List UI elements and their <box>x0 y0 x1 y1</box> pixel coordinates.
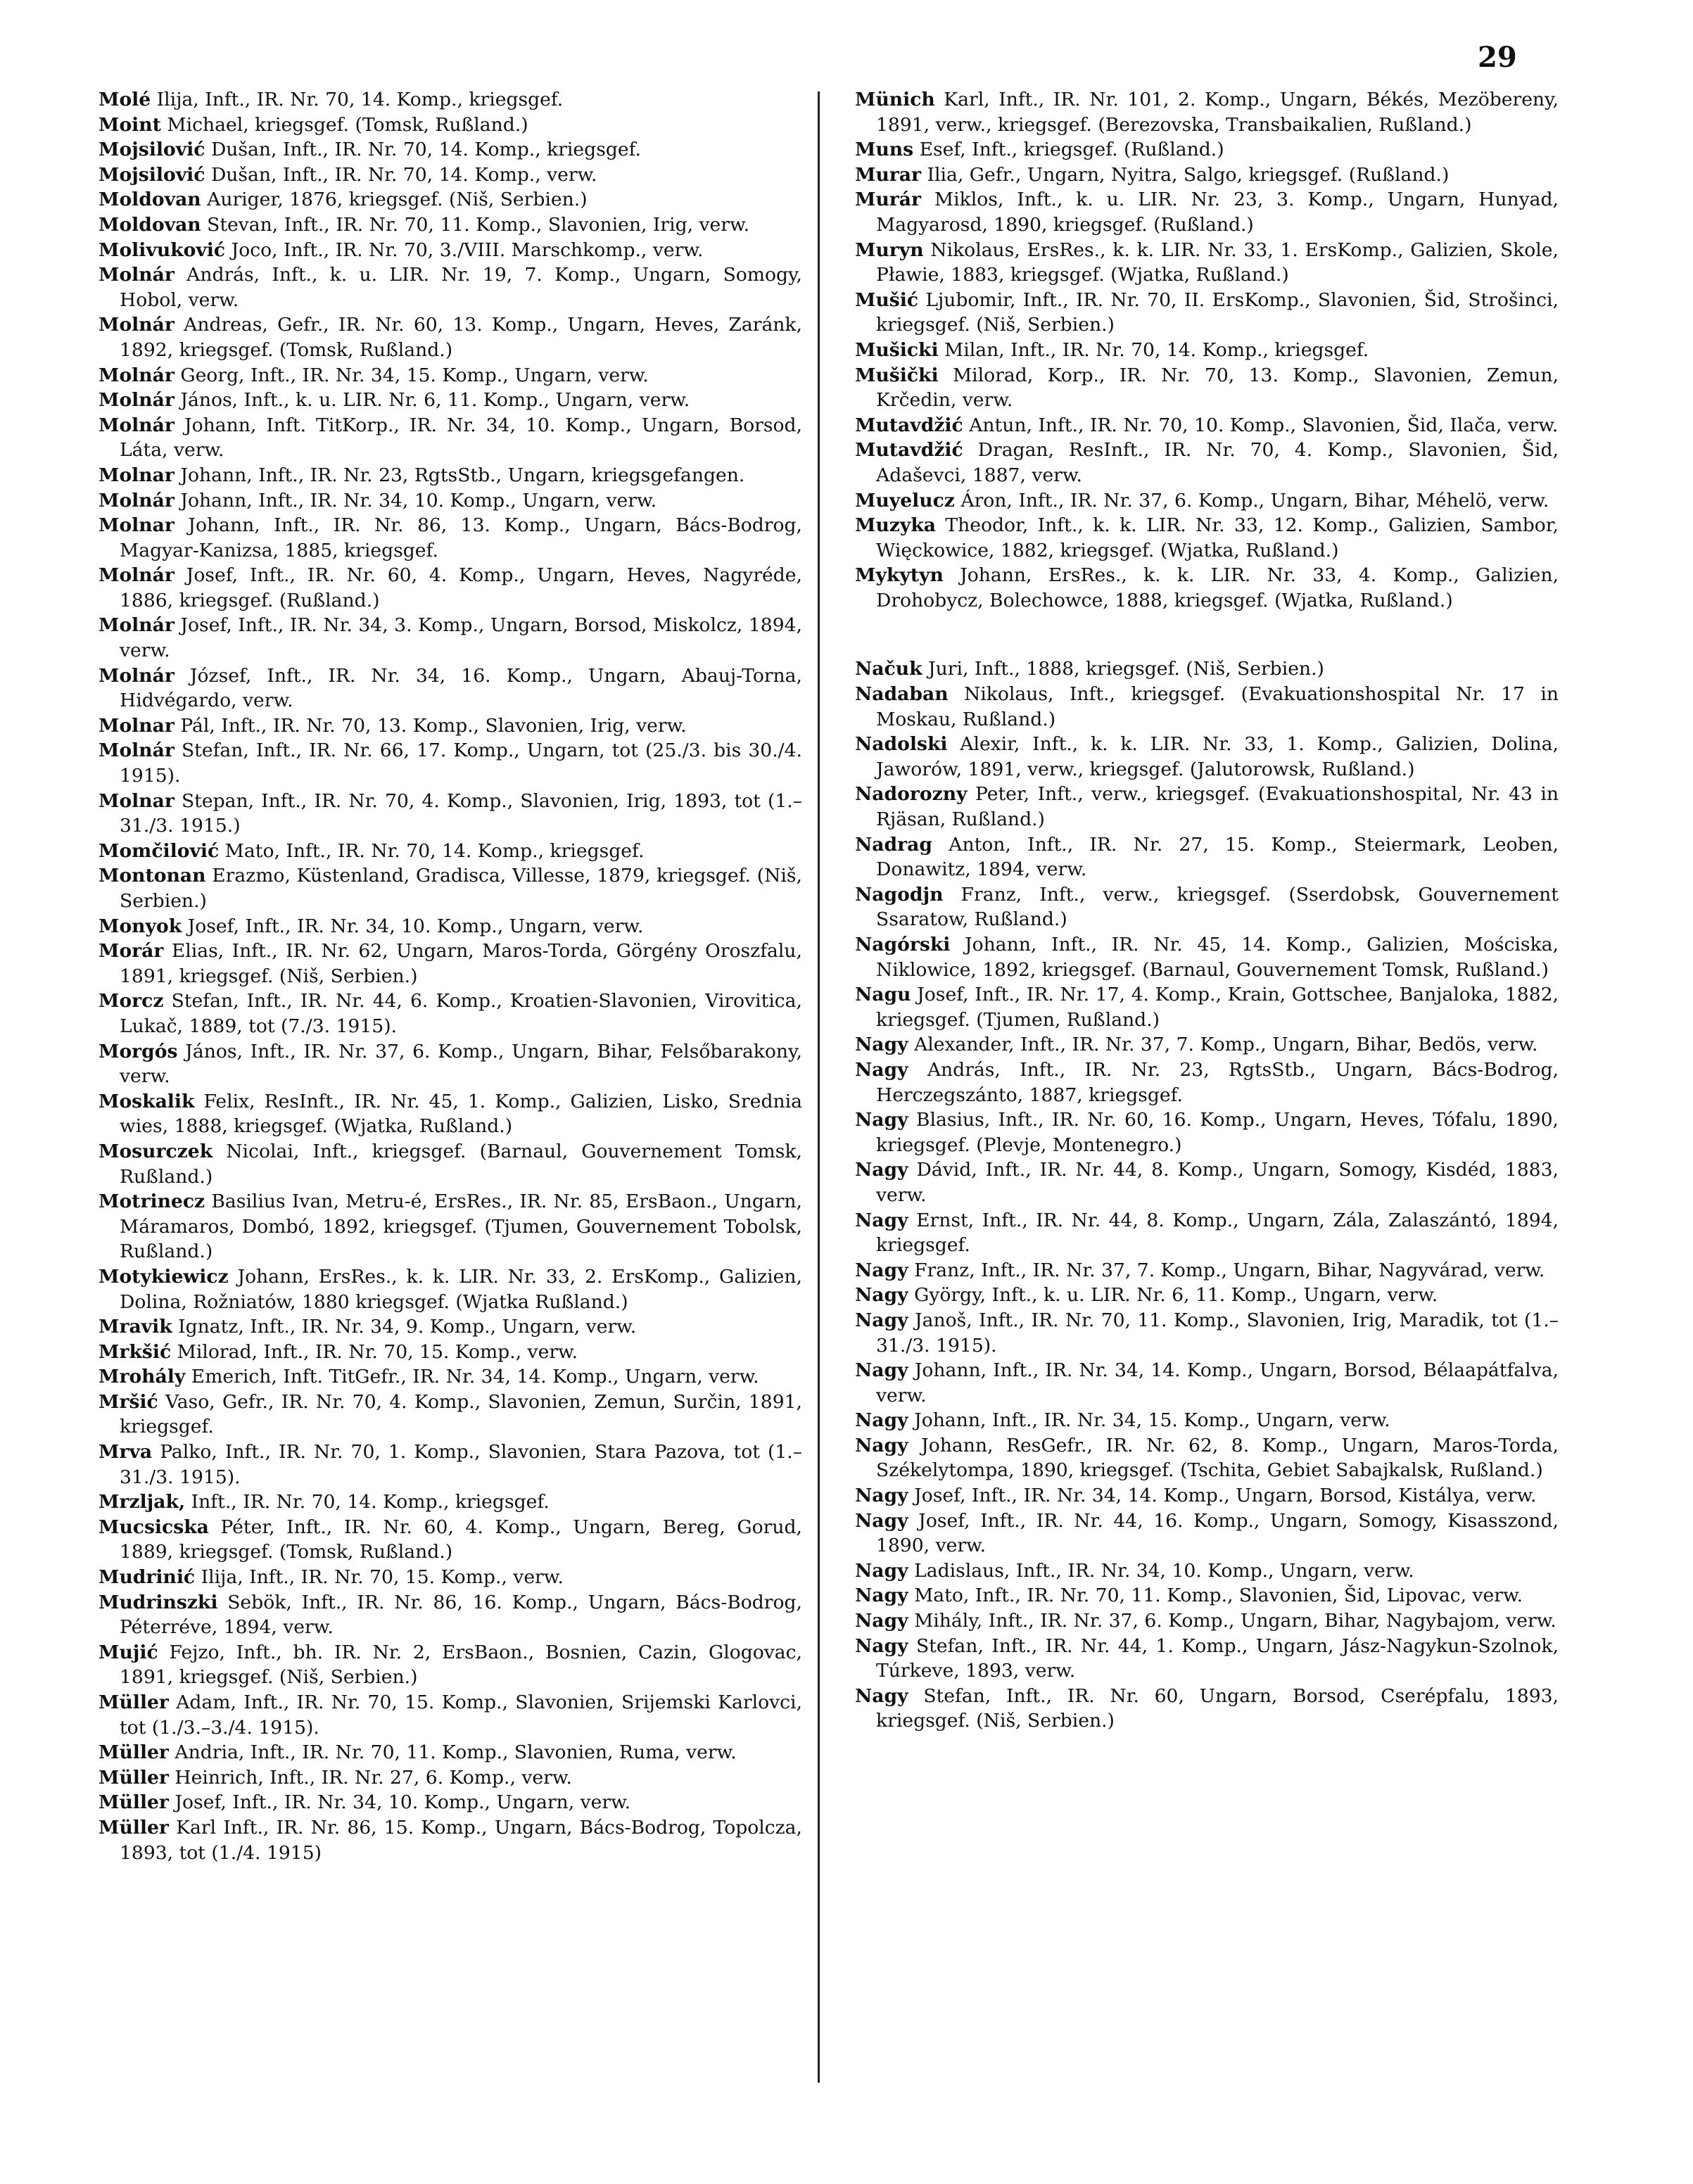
entry-details: Mihály, Inft., IR. Nr. 37, 6. Komp., Ungarn, Bihar, Nagybajom, verw. <box>914 1610 1556 1632</box>
entry-details: Mato, Inft., IR. Nr. 70, 11. Komp., Slavonien, Šid, Lipovac, verw. <box>914 1585 1523 1607</box>
entry-details: Milan, Inft., IR. Nr. 70, 14. Komp., kriegsgef. <box>944 338 1369 361</box>
register-entry <box>99 1765 802 1791</box>
register-entry <box>855 982 1559 1032</box>
entry-surname: Nadaban <box>855 683 949 706</box>
entry-surname: Motrinecz <box>99 1191 205 1213</box>
register-entry <box>855 363 1559 413</box>
register-entry <box>99 1515 802 1565</box>
entry-details: Peter, Inft., verw., kriegsgef. (Evakuationshospital, Nr. 43 in Rjäsan, Rußland.) <box>876 783 1559 831</box>
entry-details: Fejzo, Inft., bh. IR. Nr. 2, ErsBaon., Bosnien, Cazin, Glogovac, 1891, kriegsgef. (Niš, Serbien.) <box>120 1641 802 1689</box>
entry-details: Johann, ErsRes., k. k. LIR. Nr. 33, 2. ErsKomp., Galizien, Dolina, Rožniatów, 1880 kriegsgef. (Wjatka Rußland.) <box>120 1265 802 1313</box>
entry-surname: Molnar <box>99 514 175 537</box>
entry-surname: Mujić <box>99 1641 158 1663</box>
register-entry <box>99 137 802 163</box>
entry-surname: Münich <box>855 89 935 110</box>
entry-surname: Muryn <box>855 239 924 261</box>
entry-surname: Muyelucz <box>855 489 955 512</box>
entry-details: Alexander, Inft., IR. Nr. 37, 7. Komp., Ungarn, Bihar, Bedös, verw. <box>914 1034 1538 1056</box>
register-entry <box>855 656 1559 682</box>
entry-surname: Murar <box>855 163 922 186</box>
register-entry <box>855 563 1559 613</box>
entry-surname: Molnar <box>99 714 175 737</box>
entry-details: Ilia, Gefr., Ungarn, Nyitra, Salgo, kriegsgef. (Rußland.) <box>927 163 1450 186</box>
register-entry <box>855 932 1559 982</box>
entry-details: Milorad, Korp., IR. Nr. 70, 13. Komp., Slavonien, Zemun, Krčedin, verw. <box>876 364 1559 412</box>
entry-details: Felix, ResInft., IR. Nr. 45, 1. Komp., Galizien, Lisko, Srednia wies, 1888, kriegsgef. (Wjatka, Rußland.) <box>120 1090 802 1138</box>
entry-details: József, Inft., IR. Nr. 34, 16. Komp., Ungarn, Abauj-Torna, Hidvégardo, verw. <box>120 664 802 712</box>
entry-surname: Mudrinszki <box>99 1591 218 1613</box>
entry-details: Janoš, Inft., IR. Nr. 70, 11. Komp., Slavonien, Irig, Maradik, tot (1.–31./3. 1915). <box>876 1309 1559 1357</box>
register-entry <box>855 1157 1559 1207</box>
entry-surname: Nagodjn <box>855 883 944 906</box>
entry-surname: Molnár <box>99 364 175 386</box>
entry-surname: Montonan <box>99 865 206 887</box>
right-column-n-section <box>855 656 1559 1734</box>
register-entry <box>99 1490 802 1515</box>
entry-details: Pál, Inft., IR. Nr. 70, 13. Komp., Slavonien, Irig, verw. <box>180 714 687 737</box>
entry-surname: Murár <box>855 189 922 211</box>
entry-details: Ljubomir, Inft., IR. Nr. 70, II. ErsKomp., Slavonien, Šid, Strošinci, kriegsgef. (Niš, Serbien.) <box>876 288 1559 336</box>
register-entry <box>99 1590 802 1640</box>
register-entry <box>99 1364 802 1390</box>
register-entry <box>99 87 802 113</box>
register-entry <box>99 238 802 263</box>
entry-surname: Molnar <box>99 789 175 812</box>
entry-details: Auriger, 1876, kriegsgef. (Niš, Serbien.) <box>207 189 588 211</box>
entry-details: András, Inft., k. u. LIR. Nr. 19, 7. Komp., Ungarn, Somogy, Hobol, verw. <box>120 264 802 311</box>
register-entry <box>99 939 802 989</box>
register-entry <box>99 113 802 138</box>
entry-details: Ilija, Inft., IR. Nr. 70, 15. Komp., verw. <box>201 1566 564 1589</box>
entry-surname: Mutavdžić <box>855 414 963 436</box>
entry-details: Palko, Inft., IR. Nr. 70, 1. Komp., Slavonien, Stara Pazova, tot (1.–31./3. 1915). <box>120 1441 802 1488</box>
entry-details: Áron, Inft., IR. Nr. 37, 6. Komp., Ungarn, Bihar, Méhelö, verw. <box>960 489 1549 512</box>
register-entry <box>855 87 1559 137</box>
entry-details: Dávid, Inft., IR. Nr. 44, 8. Komp., Ungarn, Somogy, Kisdéd, 1883, verw. <box>876 1159 1559 1206</box>
entry-details: Stevan, Inft., IR. Nr. 70, 11. Komp., Slavonien, Irig, verw. <box>207 213 750 236</box>
entry-details: Alexir, Inft., k. k. LIR. Nr. 33, 1. Komp., Galizien, Dolina, Jaworów, 1891, verw., kriegsgef. (Jalutorowsk, Rußland.) <box>876 733 1559 780</box>
section-gap <box>855 613 1559 656</box>
entry-surname: Mravik <box>99 1316 172 1338</box>
register-entry <box>855 1058 1559 1107</box>
register-entry <box>99 1089 802 1139</box>
register-entry <box>855 1107 1559 1157</box>
entry-surname: Müller <box>99 1791 169 1814</box>
entry-surname: Morcz <box>99 990 164 1012</box>
entry-surname: Nagy <box>855 1359 908 1382</box>
entry-details: Georg, Inft., IR. Nr. 34, 15. Komp., Ungarn, verw. <box>180 364 649 386</box>
register-entry <box>99 262 802 312</box>
entry-surname: Nagy <box>855 1284 908 1307</box>
register-entry <box>855 488 1559 514</box>
entry-surname: Müller <box>99 1766 169 1789</box>
entry-surname: Nagy <box>855 1109 908 1131</box>
register-entry <box>99 187 802 212</box>
register-entry <box>855 1558 1559 1584</box>
register-entry <box>855 1509 1559 1558</box>
entry-surname: Muzyka <box>855 514 936 537</box>
entry-details: Stefan, Inft., IR. Nr. 44, 1. Komp., Ungarn, Jász-Nagykun-Szolnok, Túrkeve, 1893, verw. <box>876 1634 1559 1682</box>
entry-details: Johann, Inft. TitKorp., IR. Nr. 34, 10. Komp., Ungarn, Borsod, Láta, verw. <box>120 414 802 462</box>
register-entry <box>99 388 802 413</box>
entry-surname: Molnar <box>99 464 175 486</box>
entry-details: Elias, Inft., IR. Nr. 62, Ungarn, Maros-Torda, Görgény Oroszfalu, 1891, kriegsgef. (Niš, Serbien.) <box>120 940 802 987</box>
entry-surname: Nagy <box>855 1585 908 1607</box>
entry-surname: Molnár <box>99 564 175 587</box>
entry-details: György, Inft., k. u. LIR. Nr. 6, 11. Komp., Ungarn, verw. <box>914 1284 1438 1307</box>
entry-surname: Mosurczek <box>99 1140 213 1162</box>
entry-details: Nikolaus, Inft., kriegsgef. (Evakuationshospital Nr. 17 in Moskau, Rußland.) <box>876 683 1559 730</box>
register-entry <box>855 1358 1559 1408</box>
entry-details: Blasius, Inft., IR. Nr. 60, 16. Komp., Ungarn, Heves, Tófalu, 1890, kriegsgef. (Plevje, Montenegro.) <box>876 1109 1559 1156</box>
register-entry <box>99 1139 802 1189</box>
entry-details: Anton, Inft., IR. Nr. 27, 15. Komp., Steiermark, Leoben, Donawitz, 1894, verw. <box>876 833 1559 881</box>
register-entry <box>99 1740 802 1765</box>
entry-surname: Nadrag <box>855 833 932 856</box>
entry-details: Milorad, Inft., IR. Nr. 70, 15. Komp., verw. <box>177 1340 578 1363</box>
entry-details: Josef, Inft., IR. Nr. 34, 10. Komp., Ungarn, verw. <box>187 915 644 937</box>
entry-details: János, Inft., k. u. LIR. Nr. 6, 11. Komp., Ungarn, verw. <box>180 389 690 412</box>
right-column-m-section <box>855 87 1559 613</box>
register-entry <box>99 789 802 839</box>
entry-surname: Nagy <box>855 1058 908 1081</box>
entry-details: Josef, Inft., IR. Nr. 44, 16. Komp., Ungarn, Somogy, Kisasszond, 1890, verw. <box>876 1509 1559 1557</box>
register-entry <box>99 863 802 913</box>
register-entry <box>99 914 802 939</box>
register-entry <box>99 1690 802 1740</box>
entry-details: Andreas, Gefr., IR. Nr. 60, 13. Komp., Ungarn, Heves, Zaránk, 1892, kriegsgef. (Tomsk, Rußland.) <box>120 314 802 361</box>
entry-details: Mato, Inft., IR. Nr. 70, 14. Komp., kriegsgef. <box>224 839 645 862</box>
entry-details: Adam, Inft., IR. Nr. 70, 15. Komp., Slavonien, Srijemski Karlovci, tot (1./3.–3./4. 1915). <box>120 1691 802 1739</box>
register-entry <box>855 438 1559 488</box>
entry-details: Vaso, Gefr., IR. Nr. 70, 4. Komp., Slavonien, Zemun, Surčin, 1891, kriegsgef. <box>120 1390 802 1438</box>
entry-details: Josef, Inft., IR. Nr. 34, 10. Komp., Ungarn, verw. <box>175 1791 631 1814</box>
left-column <box>99 87 802 2128</box>
entry-details: Stepan, Inft., IR. Nr. 70, 4. Komp., Slavonien, Irig, 1893, tot (1.–31./3. 1915.) <box>120 789 802 837</box>
entry-surname: Nagy <box>855 1159 908 1181</box>
register-entry <box>99 1039 802 1089</box>
register-entry <box>99 1264 802 1314</box>
entry-surname: Nagu <box>855 984 911 1006</box>
entry-details: Dušan, Inft., IR. Nr. 70, 14. Komp., kriegsgef. <box>210 139 641 161</box>
entry-surname: Mutavdžić <box>855 439 963 462</box>
entry-surname: Nagy <box>855 1509 908 1532</box>
entry-surname: Molnár <box>99 264 175 286</box>
entry-details: Heinrich, Inft., IR. Nr. 27, 6. Komp., verw. <box>175 1766 572 1789</box>
entry-details: Emerich, Inft. TitGefr., IR. Nr. 34, 14. Komp., Ungarn, verw. <box>191 1366 759 1388</box>
entry-details: Stefan, Inft., IR. Nr. 44, 6. Komp., Kroatien-Slavonien, Virovitica, Lukač, 1889, tot (7./3. 1915). <box>120 990 802 1037</box>
entry-surname: Mrohály <box>99 1366 186 1388</box>
entry-details: Joco, Inft., IR. Nr. 70, 3./VIII. Marschkomp., verw. <box>231 239 704 261</box>
entry-details: Johann, Inft., IR. Nr. 34, 14. Komp., Ungarn, Borsod, Bélaapátfalva, verw. <box>876 1359 1559 1407</box>
entry-surname: Motykiewicz <box>99 1265 229 1288</box>
entry-details: Ilija, Inft., IR. Nr. 70, 14. Komp., kriegsgef. <box>156 89 564 110</box>
entry-details: Josef, Inft., IR. Nr. 34, 14. Komp., Ungarn, Borsod, Kistálya, verw. <box>914 1485 1537 1507</box>
entry-surname: Nagy <box>855 1634 908 1657</box>
entry-surname: Molé <box>99 89 151 110</box>
entry-details: János, Inft., IR. Nr. 37, 6. Komp., Ungarn, Bihar, Felsőbarakony, verw. <box>120 1040 802 1088</box>
entry-details: Johann, Inft., IR. Nr. 86, 13. Komp., Ungarn, Bács-Bodrog, Magyar-Kanizsa, 1885, kriegsgef. <box>120 514 802 561</box>
register-entry <box>99 1565 802 1590</box>
register-entry <box>99 1314 802 1340</box>
entry-surname: Molnár <box>99 314 175 336</box>
entry-surname: Mudrinić <box>99 1566 196 1589</box>
entry-details: Dušan, Inft., IR. Nr. 70, 14. Komp., verw. <box>210 163 597 186</box>
entry-details: Sebök, Inft., IR. Nr. 86, 16. Komp., Ungarn, Bács-Bodrog, Péterréve, 1894, verw. <box>120 1591 802 1639</box>
entry-surname: Mušicki <box>855 338 939 361</box>
entry-surname: Mrva <box>99 1441 153 1464</box>
register-entry <box>99 563 802 613</box>
register-entry <box>99 463 802 488</box>
register-entry <box>855 782 1559 832</box>
entry-surname: Nagy <box>855 1434 908 1456</box>
entry-surname: Müller <box>99 1741 169 1764</box>
register-entry <box>855 732 1559 782</box>
entry-surname: Načuk <box>855 658 922 680</box>
entry-surname: Moldovan <box>99 213 201 236</box>
register-entry <box>99 1390 802 1440</box>
column-divider <box>818 91 820 2083</box>
entry-details: Basilius Ivan, Metru-é, ErsRes., IR. Nr. 85, ErsBaon., Ungarn, Máramaros, Dombó, 1892, kriegsgef. (Tjumen, Gouvernement Tobolsk, Rußland.) <box>120 1191 802 1263</box>
entry-details: Franz, Inft., verw., kriegsgef. (Sserdobsk, Gouvernement Ssaratow, Rußland.) <box>876 883 1559 931</box>
entry-details: Erazmo, Küstenland, Gradisca, Villesse, 1879, kriegsgef. (Niš, Serbien.) <box>120 865 802 912</box>
entry-details: Inft., IR. Nr. 70, 14. Komp., kriegsgef. <box>191 1491 550 1513</box>
register-entry <box>99 1440 802 1490</box>
entry-surname: Momčilović <box>99 839 220 862</box>
entry-details: Karl Inft., IR. Nr. 86, 15. Komp., Ungarn, Bács-Bodrog, Topolcza, 1893, tot (1./4. 1915) <box>120 1816 802 1864</box>
register-entry <box>855 882 1559 932</box>
entry-surname: Molnár <box>99 389 175 412</box>
register-entry <box>855 1408 1559 1433</box>
entry-surname: Molnár <box>99 664 175 687</box>
register-entry <box>99 839 802 864</box>
register-entry <box>855 1483 1559 1509</box>
entry-surname: Nagy <box>855 1209 908 1231</box>
entry-surname: Nagy <box>855 1259 908 1281</box>
register-entry <box>855 413 1559 438</box>
register-entry <box>99 713 802 739</box>
register-entry <box>855 1283 1559 1308</box>
register-entry <box>855 1634 1559 1684</box>
register-entry <box>855 288 1559 338</box>
register-entry <box>99 1189 802 1264</box>
entry-details: Nikolaus, ErsRes., k. k. LIR. Nr. 33, 1. ErsKomp., Galizien, Skole, Pławie, 1883, kriegsgef. (Wjatka, Rußland.) <box>876 239 1559 286</box>
entry-surname: Nagórski <box>855 934 951 956</box>
register-entry <box>99 1815 802 1865</box>
register-entry <box>855 1308 1559 1358</box>
entry-details: Johann, ResGefr., IR. Nr. 62, 8. Komp., Ungarn, Maros-Torda, Székelytompa, 1890, kriegsgef. (Tschita, Gebiet Sabajkalsk, Rußland.) <box>876 1434 1559 1482</box>
entry-surname: Mojsilović <box>99 139 205 161</box>
entry-details: Josef, Inft., IR. Nr. 34, 3. Komp., Ungarn, Borsod, Miskolcz, 1894, verw. <box>120 614 802 662</box>
register-entry <box>855 513 1559 563</box>
entry-details: Franz, Inft., IR. Nr. 37, 7. Komp., Ungarn, Bihar, Nagyvárad, verw. <box>914 1259 1545 1281</box>
register-entry <box>855 1583 1559 1608</box>
entry-surname: Mykytyn <box>855 564 944 587</box>
entry-surname: Müller <box>99 1691 169 1713</box>
entry-surname: Molnár <box>99 739 175 762</box>
entry-details: Stefan, Inft., IR. Nr. 60, Ungarn, Borsod, Cserépfalu, 1893, kriegsgef. (Niš, Serbien.) <box>876 1684 1559 1732</box>
right-column <box>855 87 1559 2163</box>
entry-surname: Mrkšić <box>99 1340 172 1363</box>
entry-details: Karl, Inft., IR. Nr. 101, 2. Komp., Ungarn, Békés, Mezöbereny, 1891, verw., kriegsgef. (Berezovska, Transbaikalien, Rußland.) <box>876 89 1559 136</box>
entry-surname: Nagy <box>855 1559 908 1582</box>
entry-surname: Nagy <box>855 1409 908 1432</box>
entry-surname: Mršić <box>99 1390 158 1413</box>
register-entry <box>855 163 1559 188</box>
entry-details: András, Inft., IR. Nr. 23, RgtsStb., Ungarn, Bács-Bodrog, Herczegszánto, 1887, kriegsgef. <box>876 1058 1559 1106</box>
entry-details: Juri, Inft., 1888, kriegsgef. (Niš, Serbien.) <box>927 658 1324 680</box>
entry-details: Stefan, Inft., IR. Nr. 66, 17. Komp., Ungarn, tot (25./3. bis 30./4. 1915). <box>120 739 802 787</box>
entry-surname: Mušić <box>855 288 919 311</box>
entry-surname: Mojsilović <box>99 163 205 186</box>
entry-details: Ignatz, Inft., IR. Nr. 34, 9. Komp., Ungarn, verw. <box>178 1316 637 1338</box>
entry-details: Johann, Inft., IR. Nr. 34, 10. Komp., Ungarn, verw. <box>180 489 657 512</box>
register-entry <box>855 1433 1559 1483</box>
register-entry <box>855 187 1559 237</box>
entry-surname: Molivuković <box>99 239 226 261</box>
register-entry <box>99 513 802 563</box>
entry-details: Josef, Inft., IR. Nr. 17, 4. Komp., Krain, Gottschee, Banjaloka, 1882, kriegsgef. (Tjumen, Rußland.) <box>876 984 1559 1031</box>
entry-surname: Nagy <box>855 1309 908 1331</box>
entry-surname: Müller <box>99 1816 169 1839</box>
entry-surname: Morgós <box>99 1040 178 1062</box>
register-entry <box>99 1640 802 1690</box>
entry-surname: Molnár <box>99 614 175 637</box>
entry-details: Ladislaus, Inft., IR. Nr. 34, 10. Komp., Ungarn, verw. <box>914 1559 1414 1582</box>
entry-details: Michael, kriegsgef. (Tomsk, Rußland.) <box>167 113 528 136</box>
entry-surname: Nagy <box>855 1034 908 1056</box>
entry-surname: Moskalik <box>99 1090 195 1112</box>
register-entry <box>855 1032 1559 1058</box>
register-entry <box>855 1684 1559 1734</box>
entry-surname: Nagy <box>855 1485 908 1507</box>
entry-details: Johann, Inft., IR. Nr. 23, RgtsStb., Ungarn, kriegsgefangen. <box>180 464 745 486</box>
register-entry <box>99 1790 802 1815</box>
entry-surname: Morár <box>99 940 164 963</box>
register-entry <box>99 488 802 514</box>
entry-details: Johann, ErsRes., k. k. LIR. Nr. 33, 4. Komp., Galizien, Drohobycz, Bolechowce, 1888, kriegsgef. (Wjatka, Rußland.) <box>876 564 1559 611</box>
register-entry <box>855 1258 1559 1283</box>
entry-surname: Moint <box>99 113 161 136</box>
entry-surname: Molnár <box>99 414 175 436</box>
entry-surname: Moldovan <box>99 189 201 211</box>
page-number: 29 <box>1478 41 1517 74</box>
register-entry <box>99 1340 802 1365</box>
entry-details: Antun, Inft., IR. Nr. 70, 10. Komp., Slavonien, Šid, Ilača, verw. <box>969 414 1559 436</box>
entry-details: Theodor, Inft., k. k. LIR. Nr. 33, 12. Komp., Galizien, Sambor, Więckowice, 1882, kriegsgef. (Wjatka, Rußland.) <box>876 514 1559 561</box>
entry-surname: Nadorozny <box>855 783 968 806</box>
entry-surname: Nagy <box>855 1684 908 1707</box>
entry-details: Ernst, Inft., IR. Nr. 44, 8. Komp., Ungarn, Zála, Zalaszántó, 1894, kriegsgef. <box>876 1209 1559 1257</box>
entry-details: Miklos, Inft., k. u. LIR. Nr. 23, 3. Komp., Ungarn, Hunyad, Magyarosd, 1890, kriegsgef. (Rußland.) <box>876 189 1559 236</box>
entry-details: Johann, Inft., IR. Nr. 34, 15. Komp., Ungarn, verw. <box>914 1409 1390 1432</box>
register-entry <box>99 989 802 1039</box>
register-entry <box>855 338 1559 363</box>
entry-surname: Mušički <box>855 364 939 386</box>
entry-surname: Muns <box>855 139 914 161</box>
register-entry <box>855 238 1559 288</box>
entry-details: Dragan, ResInft., IR. Nr. 70, 4. Komp., Slavonien, Šid, Adaševci, 1887, verw. <box>876 439 1559 486</box>
entry-surname: Molnár <box>99 489 175 512</box>
entry-details: Esef, Inft., kriegsgef. (Rußland.) <box>919 139 1224 161</box>
register-entry <box>99 613 802 663</box>
entry-surname: Mrzljak, <box>99 1491 186 1513</box>
register-entry <box>855 682 1559 732</box>
entry-surname: Mucsicska <box>99 1516 209 1538</box>
register-entry <box>855 832 1559 882</box>
register-entry <box>855 1208 1559 1258</box>
register-entry <box>99 163 802 188</box>
entry-surname: Nadolski <box>855 733 948 756</box>
register-entry <box>855 1608 1559 1634</box>
register-entry <box>855 137 1559 163</box>
entry-surname: Monyok <box>99 915 182 937</box>
entry-details: Nicolai, Inft., kriegsgef. (Barnaul, Gouvernement Tomsk, Rußland.) <box>120 1140 802 1188</box>
entry-details: Johann, Inft., IR. Nr. 45, 14. Komp., Galizien, Mościska, Niklowice, 1892, kriegsgef. (Barnaul, Gouvernement Tomsk, Rußland.) <box>876 934 1559 981</box>
register-entry <box>99 413 802 463</box>
register-entry <box>99 312 802 362</box>
register-entry <box>99 664 802 713</box>
entry-surname: Nagy <box>855 1610 908 1632</box>
register-entry <box>99 363 802 388</box>
register-entry <box>99 738 802 788</box>
register-entry <box>99 212 802 238</box>
entry-details: Péter, Inft., IR. Nr. 60, 4. Komp., Ungarn, Bereg, Gorud, 1889, kriegsgef. (Tomsk, Rußland.) <box>120 1516 802 1563</box>
entry-details: Andria, Inft., IR. Nr. 70, 11. Komp., Slavonien, Ruma, verw. <box>175 1741 737 1764</box>
entry-details: Josef, Inft., IR. Nr. 60, 4. Komp., Ungarn, Heves, Nagyréde, 1886, kriegsgef. (Rußland.) <box>120 564 802 611</box>
